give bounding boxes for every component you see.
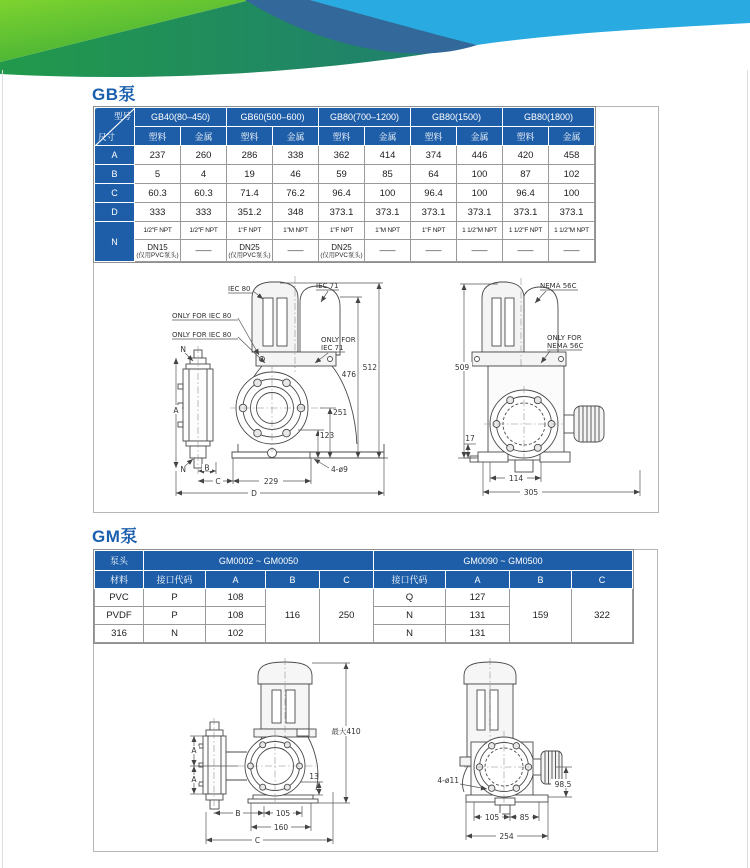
cell: 59 [319,165,365,184]
dim-label-509: 509 [454,363,470,372]
row-label: C [95,184,135,203]
dim-label-A: A [173,406,179,415]
dim-label-A-lower: A [191,775,197,784]
header-decoration [0,0,750,86]
dim-label-N-top: N [180,345,186,354]
gb-subheader: 金属 [457,127,503,146]
dim-label-123: 123 [319,431,335,440]
cell: 131 [446,625,510,643]
gb-group-header: GB60(500–600) [227,108,319,127]
cell: 458 [549,146,595,165]
dim-label-305: 305 [523,488,539,497]
row-label-N: N [95,222,135,262]
gm-pump-front-drawing [155,652,430,852]
gm-corner-bottom: 材料 [95,571,144,589]
cell: 373.1 [411,203,457,222]
cell: 1/2"F NPT [181,222,227,240]
corner-label-size: 尺寸 [98,132,116,142]
cell: —— [273,240,319,262]
material-label: PVDF [95,607,144,625]
cell: 96.4 [411,184,457,203]
cell: DN25 (仅用PVC泵头) [319,240,365,262]
cell: 60.3 [135,184,181,203]
liquid-end [199,722,247,809]
cell: —— [457,240,503,262]
cell: 1 1/2"M NPT [457,222,503,240]
dim-label-max410: 最大410 [331,727,361,736]
gb-pump-front-drawing [95,272,395,507]
cell: 351.2 [227,203,273,222]
cell: 237 [135,146,181,165]
cell: 1/2"F NPT [135,222,181,240]
dim-label-229: 229 [263,477,279,486]
cell: 1"M NPT [273,222,319,240]
gb-group-header: GB80(1500) [411,108,503,127]
gb-corner-cell [95,108,135,146]
cell: DN25 (仅用PVC泵头) [227,240,273,262]
cell: 96.4 [319,184,365,203]
gm-subheader: B [266,571,320,589]
gm-subheader: C [320,571,374,589]
gb-row-B [95,165,595,184]
cell-merged-c1: 250 [320,589,374,643]
dim-label-B: B [235,809,241,818]
cell-merged-c2: 322 [572,589,633,643]
callout-only-nema-line1: ONLY FOR [547,334,582,342]
cell-merged-b2: 159 [510,589,572,643]
gb-section-title: GB泵 [92,85,136,104]
cell: —— [503,240,549,262]
gm-dimension-table [93,549,634,644]
cell: —— [181,240,227,262]
base [248,795,318,803]
gb-group-header: GB40(80–450) [135,108,227,127]
cell: 414 [365,146,411,165]
gb-dimension-table [93,106,596,263]
gm-header-row-groups [95,551,633,571]
page-right-edge [747,70,748,868]
gb-pump-side-drawing [430,272,655,507]
gm-subheader: B [510,571,572,589]
cell: N [374,607,446,625]
cell: —— [549,240,595,262]
page-left-edge [2,70,3,868]
gm-section-title: GM泵 [92,527,138,546]
dim-label-13: 13 [309,772,319,781]
gm-group-header: GM0002 ~ GM0050 [144,551,374,571]
cell: 76.2 [273,184,319,203]
liquid-end [178,350,213,468]
callout-nema56c: NEMA 56C [540,282,577,290]
dim-label-holes: 4-ø11 [437,776,459,785]
cell: 4 [181,165,227,184]
dim-label-A-upper: A [191,746,197,755]
dim-label-C: C [215,477,221,486]
cell: 102 [206,625,266,643]
cell: 1"F NPT [319,222,365,240]
dim-label-N-bottom: N [180,465,186,474]
cell: 108 [206,589,266,607]
cell: 46 [273,165,319,184]
motor-iec80 [252,282,298,352]
cell: 100 [365,184,411,203]
cell: 100 [457,184,503,203]
cell: 420 [503,146,549,165]
gb-group-header: GB80(1800) [503,108,595,127]
cell: 446 [457,146,503,165]
gm-subheader: 接口代码 [144,571,206,589]
callout-only-nema-line2: NEMA 56C [547,342,584,350]
corner-label-model: 型号 [113,111,131,121]
cell: 102 [549,165,595,184]
cell: 362 [319,146,365,165]
gb-row-A [95,146,595,165]
gb-subheader: 塑料 [135,127,181,146]
base [466,795,548,814]
gm-subheader: A [206,571,266,589]
gb-header-row-groups [95,108,595,127]
gm-group-header: GM0090 ~ GM0500 [374,551,633,571]
cell: 373.1 [319,203,365,222]
cell: 373.1 [549,203,595,222]
gm-corner-top: 泵头 [95,551,144,571]
cell: 96.4 [503,184,549,203]
material-label: PVC [95,589,144,607]
dim-label-85: 85 [519,813,530,822]
cell: —— [411,240,457,262]
dim-label-105: 105 [275,809,291,818]
callout-iec71: IEC 71 [316,282,339,290]
callout-only-iec80-1: ONLY FOR IEC 80 [172,312,232,320]
cell: 338 [273,146,319,165]
cell: 348 [273,203,319,222]
stroke-knob [564,406,604,442]
cell: N [374,625,446,643]
dim-label-holes: 4-ø9 [331,465,348,474]
dim-label-254: 254 [499,832,514,841]
cell: 100 [457,165,503,184]
gm-subheader: A [446,571,510,589]
row-label: A [95,146,135,165]
cell: 127 [446,589,510,607]
gb-subheader: 金属 [365,127,411,146]
gb-header-row-materials [95,127,595,146]
callout-iec80: IEC 80 [228,285,251,293]
cell: 333 [135,203,181,222]
callout-only-iec71-line1: ONLY FOR [321,336,356,344]
row-label: B [95,165,135,184]
cell-merged-b1: 116 [266,589,320,643]
cell: 87 [503,165,549,184]
dim-label-D: D [251,489,257,498]
cell: 64 [411,165,457,184]
gb-row-D [95,203,595,222]
callout-only-iec80-2: ONLY FOR IEC 80 [172,331,232,339]
gb-row-dn [95,240,595,262]
gm-pump-side-drawing [430,652,655,852]
gb-subheader: 塑料 [411,127,457,146]
cell: 100 [549,184,595,203]
gb-subheader: 塑料 [319,127,365,146]
gm-row-pvc [95,589,633,607]
dim-label-476: 476 [341,370,356,379]
dim-label-C: C [254,836,261,845]
cell: 71.4 [227,184,273,203]
gm-subheader: 接口代码 [374,571,446,589]
cell: 131 [446,607,510,625]
gb-row-npt [95,222,595,240]
dim-label-512: 512 [362,363,377,372]
cell: 1"F NPT [227,222,273,240]
gm-header-row-cols [95,571,633,589]
cell: 1 1/2"M NPT [549,222,595,240]
dim-label-114: 114 [508,474,524,483]
cell: 19 [227,165,273,184]
callout-only-iec71-line2: IEC 71 [321,344,344,352]
dim-label-B: B [204,463,210,473]
cell: 260 [181,146,227,165]
cell: —— [365,240,411,262]
material-label: 316 [95,625,144,643]
row-label: D [95,203,135,222]
cell: 373.1 [457,203,503,222]
dim-label-160: 160 [273,823,289,832]
gm-subheader: C [572,571,633,589]
gb-subheader: 塑料 [227,127,273,146]
cell: 1"M NPT [365,222,411,240]
gb-subheader: 金属 [549,127,595,146]
cell: 108 [206,607,266,625]
cell: 373.1 [503,203,549,222]
cell: DN15 (仅用PVC泵头) [135,240,181,262]
gb-group-header: GB80(700–1200) [319,108,411,127]
cell: 85 [365,165,411,184]
gb-subheader: 塑料 [503,127,549,146]
cell: P [144,589,206,607]
cell: 374 [411,146,457,165]
gb-subheader: 金属 [273,127,319,146]
cell: 5 [135,165,181,184]
cell: 373.1 [365,203,411,222]
gb-subheader: 金属 [181,127,227,146]
motor-body [482,282,524,352]
cell: 1"F NPT [411,222,457,240]
dim-label-251: 251 [333,408,348,417]
base-plate [232,444,384,458]
cell: 1 1/2"F NPT [503,222,549,240]
dim-label-17: 17 [465,434,475,443]
motor-adapter [472,352,566,366]
cell: 60.3 [181,184,227,203]
dim-label-98-5: 98.5 [554,780,572,789]
cell: N [144,625,206,643]
cell: Q [374,589,446,607]
cell: 333 [181,203,227,222]
gb-row-C [95,184,595,203]
dim-label-105: 105 [484,813,500,822]
cell: 286 [227,146,273,165]
cell: P [144,607,206,625]
